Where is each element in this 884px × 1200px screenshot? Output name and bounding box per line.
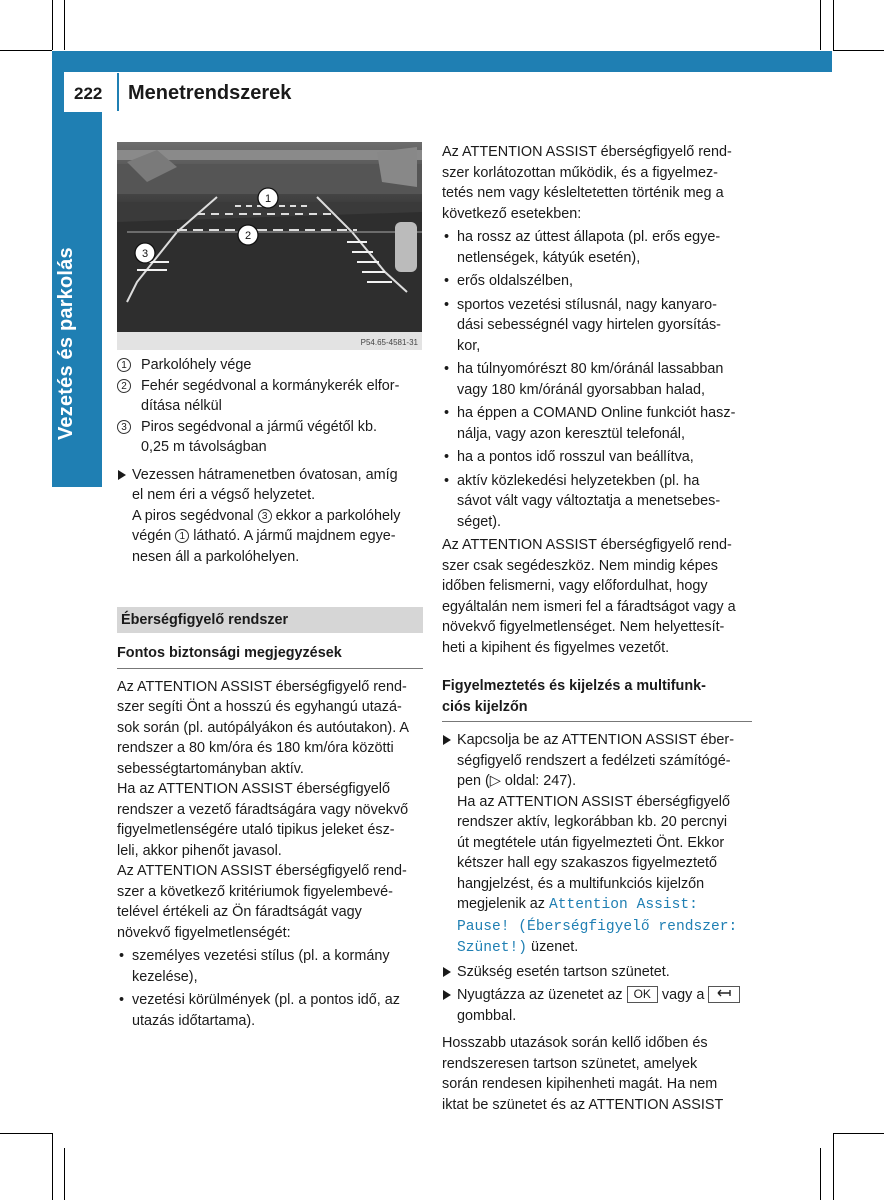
text-line: Hosszabb utazások során kellő időben és: [442, 1035, 708, 1051]
crop-mark: [52, 0, 53, 50]
text-line: sebességtartományban aktív.: [117, 760, 304, 777]
instruction-line: [132, 506, 423, 527]
right-column: [442, 142, 752, 1115]
legend-text: Fehér segédvonal a kormánykerék elfor-: [141, 377, 400, 394]
image-marker-1: 1: [264, 193, 272, 205]
crop-mark: [820, 1148, 821, 1200]
text-line: tetés nem vagy késleltetetten történik meg a: [442, 185, 724, 201]
text-line: • ha túlnyomórészt 80 km/óránál lassabban: [457, 361, 724, 377]
instruction-step: [117, 465, 423, 568]
list-item: [442, 471, 752, 533]
text-span: vagy a: [657, 987, 709, 1003]
inline-marker: 3: [258, 509, 272, 523]
text-span: ekkor a parkolóhely: [271, 507, 401, 524]
crop-mark: [820, 0, 821, 50]
instruction-line: Vezessen hátramenetben óvatosan, amíg: [132, 466, 398, 483]
text-span: végén: [132, 528, 176, 544]
text-line: vagy 180 km/óránál gyorsabban halad,: [457, 381, 705, 398]
text-line: [457, 894, 752, 916]
legend-item: [117, 355, 423, 376]
text-line: netlenségek, kátyúk esetén),: [457, 249, 641, 266]
back-key-icon: [708, 986, 740, 1003]
text-span: üzenet.: [527, 939, 579, 955]
crop-mark: [833, 50, 884, 51]
crop-mark: [833, 1133, 834, 1200]
text-line: [457, 937, 752, 959]
text-line: hangjelzést, és a multifunkciós kijelzőn: [457, 875, 705, 892]
legend-number: 2: [117, 379, 131, 393]
text-line: figyelmetlenségére utaló tipikus jeleket ész-: [117, 822, 395, 838]
side-tab-label: Vezetés és parkolás: [55, 247, 77, 440]
text-line: • erős oldalszélben,: [457, 273, 573, 289]
text-line: szer segíti Önt a hosszú és egyhangú utazá-: [117, 699, 402, 715]
instruction-step: [442, 962, 752, 983]
text-line: során rendesen kipihenheti magát. Ha nem: [442, 1076, 718, 1092]
text-line: sávot vált vagy változtatja a menetsebes-: [457, 493, 721, 509]
paragraph: [117, 779, 423, 861]
bullet-list: [117, 946, 423, 1031]
page-title: Menetrendszerek: [128, 82, 292, 104]
text-line: kezelése),: [132, 968, 198, 985]
text-line: ciós kijelzőn: [442, 698, 528, 715]
image-marker-2: 2: [244, 230, 252, 242]
text-line: egyáltalán nem ismeri fel a fáradtságot vagy a: [442, 598, 736, 615]
text-line: Az ATTENTION ASSIST éberségfigyelő rend-: [117, 863, 407, 879]
legend-number: 3: [117, 420, 131, 434]
crop-mark: [833, 1133, 884, 1134]
text-line: séget).: [457, 513, 501, 530]
text-line: • vezetési körülmények (pl. a pontos idő, az: [132, 992, 400, 1008]
list-item: [442, 295, 752, 357]
page-number: 222: [74, 84, 103, 103]
crop-mark: [64, 0, 65, 50]
text-line: heti a kipihent és figyelmes vezetőt.: [442, 639, 670, 656]
crop-mark: [0, 1133, 52, 1134]
subsection-heading: [442, 676, 752, 722]
instruction-line: nesen áll a parkolóhelyen.: [132, 548, 300, 565]
text-line: kor,: [457, 337, 481, 354]
text-line: Ha az ATTENTION ASSIST éberségfigyelő: [457, 793, 730, 810]
list-item: [442, 271, 752, 292]
rear-camera-image: [117, 142, 422, 350]
text-line: Figyelmeztetés és kijelzés a multifunk-: [442, 678, 706, 694]
text-line: időben felismerni, vagy előfordulhat, hogy: [442, 578, 708, 594]
instruction-step: [442, 985, 752, 1026]
legend-text: Piros segédvonal a jármű végétől kb.: [141, 418, 377, 435]
text-span: Nyugtázza az üzenetet az: [457, 987, 627, 1003]
text-line: • ha éppen a COMAND Online funkciót hasz-: [457, 405, 736, 421]
list-item: [442, 403, 752, 444]
text-span: látható. A jármű majdnem egye-: [189, 528, 396, 544]
crop-mark: [0, 50, 52, 51]
paragraph: [117, 861, 423, 943]
text-span: A piros segédvonal: [132, 507, 258, 524]
text-line: nálja, vagy azon keresztül telefonál,: [457, 425, 685, 442]
paragraph: [442, 535, 752, 658]
text-line: Ha az ATTENTION ASSIST éberségfigyelő: [117, 781, 390, 797]
text-line: következő esetekben:: [442, 205, 582, 222]
text-line: szer csak segédeszköz. Nem mindig képes: [442, 557, 718, 574]
text-line: kétszer hall egy szakaszos figyelmeztető: [457, 855, 717, 871]
inline-marker: 1: [175, 529, 189, 543]
text-line: Az ATTENTION ASSIST éberségfigyelő rend-: [117, 678, 407, 695]
display-message: Szünet!): [457, 940, 528, 956]
text-line: pen (▷ oldal: 247).: [457, 773, 577, 789]
text-line: Szükség esetén tartson szünetet.: [457, 963, 670, 980]
text-line: iktat be szünetet és az ATTENTION ASSIST: [442, 1096, 724, 1113]
list-item: [117, 946, 423, 987]
text-line: [457, 985, 752, 1006]
crop-mark: [833, 0, 834, 50]
legend-text: Parkolóhely vége: [141, 357, 252, 373]
paragraph: [442, 142, 752, 224]
text-line: ségfigyelő rendszert a fedélzeti számítógé-: [457, 752, 731, 769]
list-item: [442, 359, 752, 400]
text-line: rendszeresen tartson szünetet, amelyek: [442, 1055, 698, 1072]
text-line: dási sebességnél vagy hirtelen gyorsítás-: [457, 317, 721, 333]
crop-mark: [64, 1148, 65, 1200]
text-line: • ha rossz az úttest állapota (pl. erős egye-: [457, 229, 721, 245]
text-line: Az ATTENTION ASSIST éberségfigyelő rend-: [442, 144, 732, 160]
text-line: • aktív közlekedési helyzetekben (pl. ha: [457, 472, 700, 489]
legend-item: [117, 417, 423, 458]
text-line: leli, akkor pihenőt javasol.: [117, 842, 282, 859]
text-line: [457, 916, 752, 938]
left-column: [117, 355, 423, 1034]
display-message: Pause! (Éberségfigyelő rendszer:: [457, 918, 738, 935]
text-line: sok során (pl. autópályákon és autóutakon). A: [117, 719, 409, 736]
list-item: [117, 990, 423, 1031]
text-line: • sportos vezetési stílusnál, nagy kanyaro-: [457, 296, 717, 313]
header-separator: [117, 73, 119, 111]
legend-text: 0,25 m távolságban: [141, 439, 267, 455]
text-line: növekvő figyelmetlenséget. Nem helyettesít-: [442, 619, 725, 635]
text-line: rendszer a 80 km/óra és 180 km/óra közötti: [117, 740, 394, 756]
text-line: • ha a pontos idő rosszul van beállítva,: [457, 449, 694, 465]
legend-item: [117, 376, 423, 417]
text-line: út megtétele után figyelmezteti Önt. Ekkor: [457, 834, 725, 851]
list-item: [442, 227, 752, 268]
text-line: rendszer a vezető fáradtságára vagy növekvő: [117, 801, 409, 818]
crop-mark: [52, 1133, 53, 1200]
camera-view-graphic: [117, 142, 422, 350]
image-code: P54.65-4581-31: [360, 338, 418, 347]
text-line: rendszer aktív, legkorábban kb. 20 percnyi: [457, 814, 728, 830]
text-line: növekvő figyelmetlenségét:: [117, 924, 291, 941]
list-item: [442, 447, 752, 468]
instruction-line: [132, 526, 423, 547]
text-line: szer a következő kritériumok figyelembevé-: [117, 883, 393, 900]
paragraph: [117, 677, 423, 780]
text-line: telével értékeli az Ön fáradtságát vagy: [117, 904, 362, 920]
instruction-line: el nem éri a végső helyzetet.: [132, 487, 316, 503]
text-line: • személyes vezetési stílus (pl. a kormány: [132, 948, 390, 964]
text-line: utazás időtartama).: [132, 1012, 256, 1029]
section-heading: Éberségfigyelő rendszer: [117, 607, 423, 633]
text-line: gombbal.: [457, 1007, 517, 1024]
text-line: Kapcsolja be az ATTENTION ASSIST éber-: [457, 732, 734, 748]
text-line: Az ATTENTION ASSIST éberségfigyelő rend-: [442, 537, 732, 553]
instruction-step: [442, 730, 752, 959]
bullet-list: [442, 227, 752, 532]
ok-key: OK: [627, 986, 658, 1003]
legend-text: dítása nélkül: [141, 398, 222, 414]
image-marker-3: 3: [141, 248, 149, 260]
subsection-heading: Fontos biztonsági megjegyzések: [117, 643, 423, 669]
display-message: Attention Assist:: [549, 897, 698, 913]
text-line: szer korlátozottan működik, és a figyelmez-: [442, 164, 718, 181]
legend-number: 1: [117, 358, 131, 372]
text-span: megjelenik az: [457, 896, 549, 912]
paragraph: [442, 1033, 752, 1115]
